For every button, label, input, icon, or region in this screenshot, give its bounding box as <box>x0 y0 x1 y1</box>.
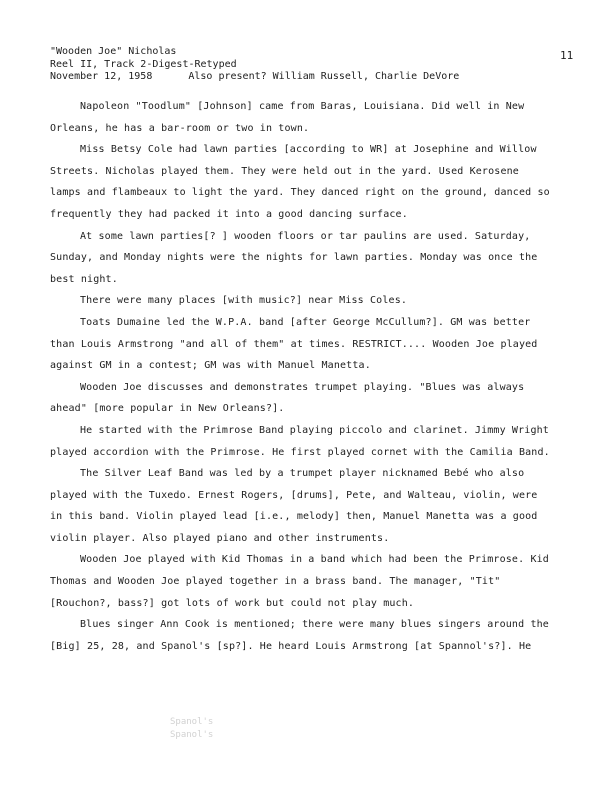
transcript-body <box>50 96 550 657</box>
header-date: November 12, 1958 <box>50 71 153 82</box>
paragraph-blues-singers: Blues singer Ann Cook is mentioned; there were many blues singers around the [Big] 25, 28, and Spanol's [sp?]. He heard Louis Armstrong [at Spannol's?]. He <box>50 619 549 652</box>
page-number: 11 <box>560 49 574 62</box>
header-subject: "Wooden Joe" Nicholas <box>50 46 177 57</box>
paragraph-lawn-parties: Miss Betsy Cole had lawn parties [according to WR] at Josephine and Willow Streets. Nicholas played them. They were held out in the yard. Used Kerosene lamps and flambeaux to light the yard. They danced right on the ground, danced so frequently they had packed it into a good dancing surface. <box>50 144 550 220</box>
bleed-through-line: Spanol's <box>170 730 214 740</box>
bleed-through-line: Spanol's <box>170 717 214 727</box>
paragraph-silver-leaf-band: The Silver Leaf Band was led by a trumpet player nicknamed Bebé who also played with the Tuxedo. Ernest Rogers, [drums], Pete, and Walteau, violin, were in this band. Violin played lead [i.e., melody] then, Manuel Manetta was a good violin player. Also played piano and other instruments. <box>50 468 538 544</box>
bleed-through-text <box>170 716 213 742</box>
header-also-present: Also present? William Russell, Charlie DeVore <box>188 71 460 82</box>
paragraph-trumpet: Wooden Joe discusses and demonstrates trumpet playing. "Blues was always ahead" [more popular in New Orleans?]. <box>50 381 525 415</box>
paragraph-many-places: There were many places [with music?] near Miss Coles. <box>80 295 408 307</box>
header-reel-track: Reel II, Track 2-Digest-Retyped <box>50 58 237 70</box>
paragraph-kid-thomas: Wooden Joe played with Kid Thomas in a band which had been the Primrose. Kid Thomas and Wooden Joe played together in a brass band. The manager, "Tit" [Rouchon?, bass?] got lots of work but could not play much. <box>50 554 549 609</box>
paragraph-lawn-party-nights: At some lawn parties[? ] wooden floors or tar paulins are used. Saturday, Sunday, and Monday nights were the nights for lawn parties. Monday was once the best night. <box>50 230 538 285</box>
paragraph-toodlum: Napoleon "Toodlum" [Johnson] came from Baras, Louisiana. Did well in New Orleans, he has a bar-room or two in town. <box>50 101 525 134</box>
header-date-line <box>50 71 459 84</box>
paragraph-primrose-band: He started with the Primrose Band playing piccolo and clarinet. Jimmy Wright played accordion with the Primrose. He first played cornet with the Camilia Band. <box>50 424 550 458</box>
document-header <box>50 46 459 84</box>
paragraph-wpa-band: Toats Dumaine led the W.P.A. band [after George McCullum?]. GM was better than Louis Armstrong "and all of them" at times. RESTRICT.... Wooden Joe played against GM in a contest; GM was with Manuel Manetta. <box>50 316 538 372</box>
